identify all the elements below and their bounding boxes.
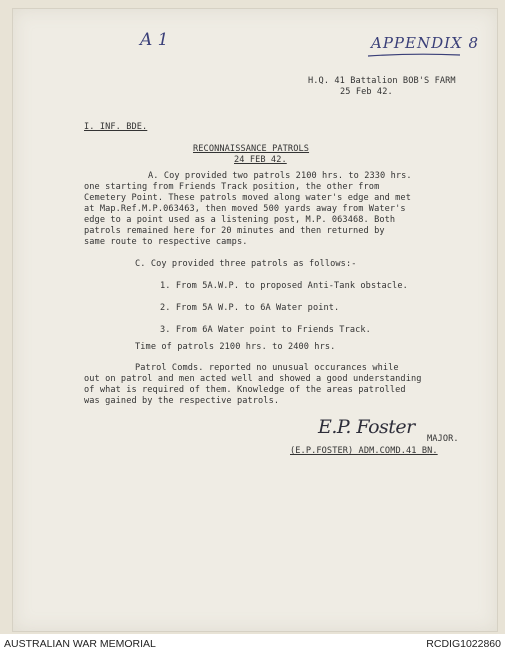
paragraph-a-line: A. Coy provided two patrols 2100 hrs. to 2330 hrs.: [148, 171, 412, 181]
paragraph-a-line: at Map.Ref.M.P.063463, then moved 500 yards away from Water's: [84, 204, 406, 214]
list-item: 2. From 5A W.P. to 6A Water point.: [160, 303, 340, 313]
time-line: Time of patrols 2100 hrs. to 2400 hrs.: [135, 342, 336, 352]
list-item: 1. From 5A.W.P. to proposed Anti-Tank obstacle.: [160, 281, 408, 291]
paragraph-final-line: was gained by the respective patrols.: [84, 396, 280, 406]
addressee: I. INF. BDE.: [84, 122, 148, 132]
paragraph-c-intro: C. Coy provided three patrols as follows:-: [135, 259, 357, 269]
paragraph-final-line: out on patrol and men acted well and showed a good understanding: [84, 374, 422, 384]
document-page: [12, 8, 498, 632]
paragraph-a-line: one starting from Friends Track position, the other from: [84, 182, 380, 192]
archive-footer: [0, 634, 505, 653]
handwritten-signature: E.P. Foster: [318, 416, 415, 438]
paragraph-final-line: of what is required of them. Knowledge of the areas patrolled: [84, 385, 406, 395]
paragraph-final-line: Patrol Comds. reported no unusual occurances while: [135, 363, 399, 373]
paragraph-a-line: edge to a point used as a listening post, M.P. 063468. Both: [84, 215, 396, 225]
signature-rank: MAJOR.: [427, 434, 459, 444]
handwritten-annotation-a1: A 1: [140, 30, 169, 50]
header-date: 25 Feb 42.: [340, 87, 393, 97]
footer-institution: AUSTRALIAN WAR MEMORIAL: [4, 638, 156, 650]
list-item: 3. From 6A Water point to Friends Track.: [160, 325, 371, 335]
paragraph-a-line: same route to respective camps.: [84, 237, 248, 247]
document-title: RECONNAISSANCE PATROLS: [193, 144, 310, 154]
appendix-underline: [366, 52, 462, 58]
handwritten-appendix-note: APPENDIX 8: [371, 34, 480, 52]
document-title-date: 24 FEB 42.: [234, 155, 287, 165]
footer-record-id: RCDIG1022860: [426, 638, 501, 650]
header-unit-line: H.Q. 41 Battalion BOB'S FARM: [308, 76, 456, 86]
paragraph-a-line: Cemetery Point. These patrols moved along water's edge and met: [84, 193, 411, 203]
signature-name-line: (E.P.FOSTER) ADM.COMD.41 BN.: [290, 446, 438, 456]
paragraph-a-line: patrols remained here for 20 minutes and then returned by: [84, 226, 385, 236]
